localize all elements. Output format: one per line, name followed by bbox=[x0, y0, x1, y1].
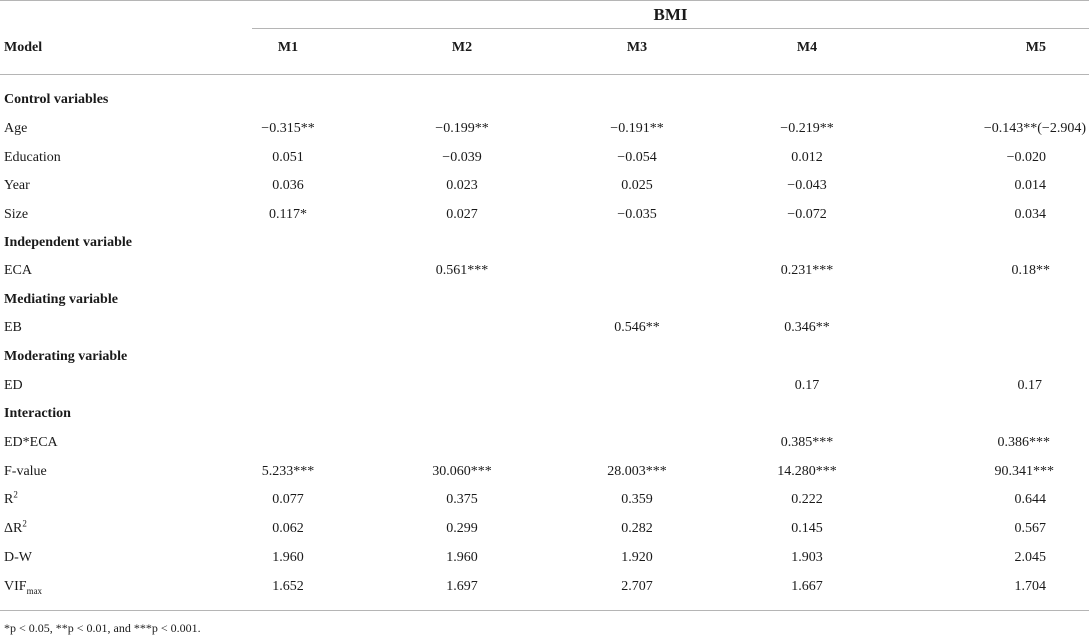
row-label-year: Year bbox=[4, 178, 30, 193]
table-cell: 0.18** bbox=[1011, 263, 1050, 278]
table-cell: 0.012 bbox=[791, 150, 823, 165]
table-cell: 0.027 bbox=[446, 207, 478, 222]
table-cell: 1.697 bbox=[446, 579, 478, 594]
table-cell: −0.315** bbox=[261, 121, 315, 136]
table-cell: 0.567 bbox=[1014, 521, 1046, 536]
table-cell: 2.707 bbox=[621, 579, 653, 594]
section-control-variables: Control variables bbox=[4, 92, 109, 107]
table-cell: 1.903 bbox=[791, 550, 823, 565]
row-label-age: Age bbox=[4, 121, 28, 136]
table-cell: 0.546** bbox=[614, 320, 660, 335]
section-moderating-variable: Moderating variable bbox=[4, 349, 128, 364]
row-label-size: Size bbox=[4, 207, 29, 222]
top-rule bbox=[0, 0, 1089, 1]
table-cell: −0.191** bbox=[610, 121, 664, 136]
header-bottom-rule bbox=[0, 74, 1089, 75]
table-cell: −0.043 bbox=[787, 178, 827, 193]
row-label-delta-r-squared bbox=[4, 520, 27, 538]
table-cell: 0.062 bbox=[272, 521, 304, 536]
section-mediating-variable: Mediating variable bbox=[4, 292, 118, 307]
table-cell: 0.014 bbox=[1014, 178, 1046, 193]
delta-r-squared-superscript: 2 bbox=[22, 518, 27, 529]
table-cell: 1.667 bbox=[791, 579, 823, 594]
table-cell: 0.034 bbox=[1014, 207, 1046, 222]
table-cell: 0.346** bbox=[784, 320, 830, 335]
table-cell: 0.051 bbox=[272, 150, 304, 165]
table-cell: 30.060*** bbox=[432, 464, 492, 479]
table-cell: 14.280*** bbox=[777, 464, 837, 479]
table-cell: 0.145 bbox=[791, 521, 823, 536]
row-label-r-squared bbox=[4, 491, 18, 509]
row-label-eb: EB bbox=[4, 320, 22, 335]
delta-r-squared-label-text: ΔR bbox=[4, 521, 23, 536]
section-independent-variable: Independent variable bbox=[4, 235, 132, 250]
table-cell: 0.375 bbox=[446, 492, 478, 507]
table-cell: 0.17 bbox=[1017, 378, 1042, 393]
bmi-group-header: BMI bbox=[653, 5, 688, 24]
r-squared-superscript: 2 bbox=[13, 489, 18, 500]
r-squared-label-text: R bbox=[4, 492, 14, 507]
table-cell: −0.143**(−2.904) bbox=[983, 121, 1086, 136]
table-cell: −0.039 bbox=[442, 150, 482, 165]
table-cell: 2.045 bbox=[1014, 550, 1046, 565]
table-cell: −0.035 bbox=[617, 207, 657, 222]
table-cell: 1.652 bbox=[272, 579, 304, 594]
table-cell: −0.199** bbox=[435, 121, 489, 136]
table-cell: −0.020 bbox=[1006, 150, 1046, 165]
table-cell: 0.386*** bbox=[997, 435, 1050, 450]
row-label-f-value: F-value bbox=[4, 464, 47, 479]
table-cell: 0.117* bbox=[269, 207, 307, 222]
column-header-m1: M1 bbox=[277, 40, 299, 55]
row-label-d-w: D-W bbox=[4, 550, 32, 565]
table-cell: 0.222 bbox=[791, 492, 823, 507]
vif-subscript: max bbox=[26, 585, 43, 596]
table-cell: 0.359 bbox=[621, 492, 653, 507]
row-label-ed-eca: ED*ECA bbox=[4, 435, 58, 450]
bottom-rule bbox=[0, 610, 1089, 611]
table-cell: 1.960 bbox=[446, 550, 478, 565]
table-cell: 0.077 bbox=[272, 492, 304, 507]
table-cell: −0.219** bbox=[780, 121, 834, 136]
table-cell: 28.003*** bbox=[607, 464, 667, 479]
table-cell: 0.644 bbox=[1014, 492, 1046, 507]
bmi-underline-rule bbox=[252, 28, 1089, 29]
row-label-eca: ECA bbox=[4, 263, 32, 278]
table-cell: 0.025 bbox=[621, 178, 653, 193]
table-cell: 5.233*** bbox=[261, 464, 315, 479]
column-header-m3: M3 bbox=[626, 40, 648, 55]
table-cell: 0.036 bbox=[272, 178, 304, 193]
table-cell: 0.231*** bbox=[780, 263, 834, 278]
table-cell: 0.17 bbox=[794, 378, 820, 393]
table-cell: 1.920 bbox=[621, 550, 653, 565]
table-footnote: *p < 0.05, **p < 0.01, and ***p < 0.001. bbox=[4, 621, 201, 635]
table-cell: 0.023 bbox=[446, 178, 478, 193]
row-label-vif-max bbox=[4, 578, 42, 596]
row-label-education: Education bbox=[4, 150, 61, 165]
table-cell: 1.960 bbox=[272, 550, 304, 565]
section-interaction: Interaction bbox=[4, 406, 71, 421]
table-cell: 0.299 bbox=[446, 521, 478, 536]
vif-label-text: VIF bbox=[4, 579, 27, 594]
column-header-m5: M5 bbox=[1025, 40, 1046, 55]
column-header-m2: M2 bbox=[451, 40, 473, 55]
table-cell: 0.282 bbox=[621, 521, 653, 536]
table-cell: 0.385*** bbox=[780, 435, 834, 450]
table-cell: −0.054 bbox=[617, 150, 657, 165]
table-cell: 0.561*** bbox=[435, 263, 489, 278]
column-header-m4: M4 bbox=[796, 40, 818, 55]
table-cell: −0.072 bbox=[787, 207, 827, 222]
model-header: Model bbox=[4, 40, 43, 55]
table-cell: 1.704 bbox=[1014, 579, 1046, 594]
row-label-ed: ED bbox=[4, 378, 23, 393]
table-cell: 90.341*** bbox=[994, 464, 1054, 479]
